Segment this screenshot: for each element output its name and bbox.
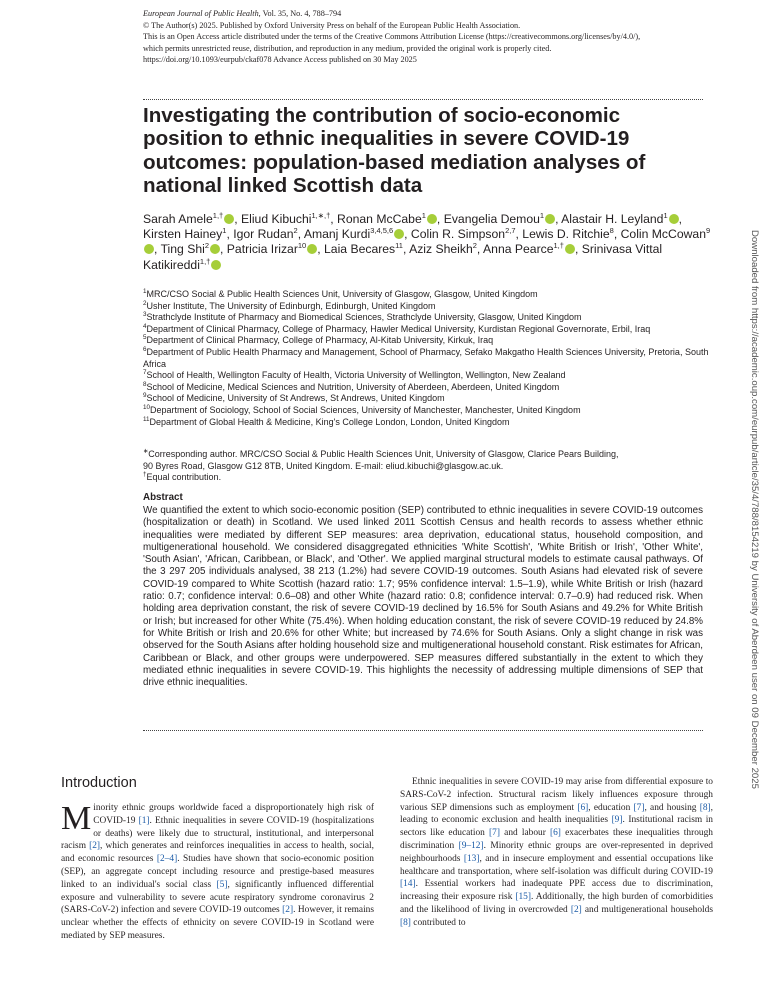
author-name[interactable]: Patricia Irizar bbox=[226, 242, 298, 257]
body-text: exacerbates these inequalities through discrimination bbox=[400, 828, 713, 851]
author-affiliation-marker: 1,† bbox=[199, 256, 211, 266]
affiliation-list bbox=[143, 289, 711, 428]
license-line: This is an Open Access article distributed under the terms of the Creative Commons Attribution License (https://creativecommons.org/licenses/by/4.0/), bbox=[143, 32, 641, 42]
affiliation-item bbox=[143, 393, 711, 405]
affiliation-number: 3 bbox=[143, 311, 147, 319]
affiliation-item bbox=[143, 370, 711, 382]
author-affiliation-marker: 9 bbox=[705, 226, 711, 236]
affiliation-item bbox=[143, 405, 711, 417]
affiliation-text: Department of Clinical Pharmacy, College of Pharmacy, Hawler Medical University, Kurdistan Regional Governorate, Erbil, Iraq bbox=[146, 323, 651, 334]
affiliation-text: Department of Sociology, School of Social Sciences, University of Manchester, Manchester, United Kingdom bbox=[150, 404, 581, 415]
corresponding-author: Corresponding author. MRC/CSO Social & Public Health Sciences Unit, University of Glasgow, Clarice Pears Building, bbox=[148, 449, 619, 459]
author-name[interactable]: Sarah Amele bbox=[143, 212, 213, 226]
author-entry: Lewis D. Ritchie$^8$, bbox=[522, 226, 621, 242]
author-affiliation-marker: 1,∗,† bbox=[311, 210, 331, 220]
copyright-line: © The Author(s) 2025. Published by Oxford University Press on behalf of the European Public Health Association. bbox=[143, 20, 521, 30]
citation-link[interactable]: [7] bbox=[633, 802, 645, 813]
affiliation-item bbox=[143, 289, 711, 301]
orcid-icon[interactable] bbox=[144, 244, 154, 254]
author-name[interactable]: Srinivasa Vittal Katikireddi bbox=[143, 242, 663, 272]
author-entry: Laia Becares$^{11}$, bbox=[324, 241, 410, 257]
affiliation-number: 4 bbox=[143, 322, 147, 330]
correspondence-note: ∗Corresponding author. MRC/CSO Social & Public Health Sciences Unit, University of Glasgow, Clarice Pears Building, 90 Byres Road, Glasgow G12 8TB, United Kingdom. E-mail: eliud.kibuchi@glasgow.ac.uk. †Equal contribution. bbox=[143, 449, 711, 484]
affiliation-number: 8 bbox=[143, 380, 147, 388]
affiliation-text: Strathclyde Institute of Pharmacy and Biomedical Sciences, Strathclyde University, Glasgow, United Kingdom bbox=[146, 312, 582, 323]
author-affiliation-marker: 2 bbox=[204, 241, 209, 251]
orcid-icon[interactable] bbox=[427, 214, 437, 224]
author-name[interactable]: Igor Rudan bbox=[233, 227, 294, 242]
author-entry: Evangelia Demou$^1$ , bbox=[443, 210, 562, 226]
journal-name: European Journal of Public Health bbox=[143, 9, 259, 18]
affiliation-text: Usher Institute, The University of Edinburgh, Edinburgh, United Kingdom bbox=[146, 300, 436, 311]
body-text: inority ethnic groups worldwide faced a disproportionately high risk of COVID-19 bbox=[93, 803, 374, 826]
author-entry: Ting Shi$^2$ , bbox=[160, 241, 227, 257]
orcid-icon[interactable] bbox=[565, 244, 575, 254]
drop-cap: M bbox=[61, 800, 92, 837]
author-entry: Ronan McCabe$^1$ , bbox=[337, 210, 444, 226]
affiliation-number: 5 bbox=[143, 334, 147, 342]
citation-link[interactable]: [2–4] bbox=[156, 854, 178, 865]
affiliation-number: 9 bbox=[143, 392, 147, 400]
citation-link[interactable]: [9–12] bbox=[458, 840, 484, 851]
affiliation-text: Department of Global Health & Medicine, King's College London, London, United Kingdom bbox=[149, 416, 510, 427]
body-text: . Studies have shown that socio-economic position (SEP), an aggregate concept including resource and prestige-based measures linked to an individual's social class bbox=[61, 854, 374, 890]
abstract-text: We quantified the extent to which socio-economic position (SEP) contributed to ethnic inequalities in severe COVID-19 outcomes (hospitalization or death) in Scotland. We used linked 2011 Scottish Census and health records to assess whether ethnic inequalities were mediated by different SEP measures: area deprivation, educational status, household composition, and multigenerational household. We considered disaggregated ethnicities 'White Scottish', 'White British or Irish', 'Other White', 'South Asian', 'African, Caribbean, or Black', and 'Other'. We applied marginal structural models to estimate causal pathways. Of the 3 297 205 individuals analysed, 38 213 (1.2%) had severe COVID-19 outcomes. South Asians had elevated risk of severe COVID-19 compared to White Scottish (hazard ratio: 1.7; 95% confidence interval: 1.5–1.9), while White British or Irish (hazard ratio: 0.7; confidence interval: 0.6–08) and other White (hazard ratio: 0.8; confidence interval: 0.7–0.9) had reduced risk. When holding area deprivation constant, the risk of severe COVID-19 declined by 16.5% for South Asians and 49.2% for White British or Irish; but increased for other White (75.4%). When holding education constant, the risk of severe COVID-19 reduced by 24.8% for White British or Irish and 20.6% for other White; but increased by 74.6% for South Asians. Only a slight change in risk was observed for the South Asians after holding household size and multigenerational household constant. Risk estimates for African, Caribbean or Black, and other groups were underpowered. SEP measures differed substantially in the extent to which they mediated ethnic inequalities in severe COVID-19. This highlights the necessity of addressing multiple dimensions of SEP that drive ethnic inequalities. bbox=[143, 505, 703, 689]
bottom-divider bbox=[143, 730, 703, 731]
body-text: . Essential workers had inadequate PPE access due to discrimination, increasing their exposure risk bbox=[400, 879, 713, 903]
volume-info: , Vol. 35, No. 4, 788–794 bbox=[258, 9, 342, 18]
author-entry: Igor Rudan$^2$, bbox=[233, 226, 304, 242]
body-text: , and housing bbox=[644, 802, 700, 813]
affiliation-text: Department of Clinical Pharmacy, College of Pharmacy, Al-Kitab University, Kirkuk, Iraq bbox=[146, 335, 494, 346]
citation-link[interactable]: [13] bbox=[463, 853, 480, 864]
citation-link[interactable]: [6] bbox=[577, 802, 589, 813]
author-name[interactable]: Anna Pearce bbox=[483, 242, 554, 257]
body-text: Ethnic inequalities in severe COVID-19 may arise from differential exposure to SARS-CoV-2 infection. Structural racism likely influences exposure through various SEP dimensions such as employment bbox=[400, 777, 713, 813]
body-text: contributed to bbox=[410, 917, 466, 928]
corresponding-address: 90 Byres Road, Glasgow G12 8TB, United Kingdom. E-mail: eliud.kibuchi@glasgow.ac.uk. bbox=[143, 460, 504, 471]
author-entry: Alastair H. Leyland$^1$ , bbox=[561, 210, 683, 226]
orcid-icon[interactable] bbox=[211, 260, 221, 270]
author-affiliation-marker: 1 bbox=[663, 210, 668, 220]
author-entry: Sarah Amele$^{1,\dagger}$ , bbox=[143, 210, 241, 226]
affiliation-item bbox=[143, 324, 711, 336]
author-entry: Kirsten Hainey$^1$, bbox=[143, 226, 234, 242]
citation-link[interactable]: [6] bbox=[549, 828, 561, 839]
affiliation-number: 7 bbox=[143, 369, 147, 377]
author-affiliation-marker: 1,† bbox=[212, 210, 224, 220]
citation-link[interactable]: [2] bbox=[89, 841, 101, 852]
article-title: Investigating the contribution of socio-economic position to ethnic inequalities in severe COVID-19 outcomes: population-based mediation analyses of national linked Scottish data bbox=[143, 104, 646, 198]
affiliation-text: School of Medicine, Medical Sciences and Nutrition, University of Aberdeen, Aberdeen, United Kingdom bbox=[146, 381, 560, 392]
body-text: . Additionally, the high burden of comorbidities and the likelihood of living in overcrowded bbox=[400, 892, 713, 915]
body-text: and labour bbox=[499, 828, 550, 839]
author-entry: Eliud Kibuchi$^{1,∗,\dagger}$, bbox=[241, 210, 338, 226]
affiliation-item bbox=[143, 335, 711, 347]
citation-link[interactable]: [8] bbox=[400, 917, 411, 928]
body-text: . However, it remains unclear whether the effects of ethnicity on severe COVID-19 in Scotland were mediated by SEP measures. bbox=[61, 905, 375, 941]
author-affiliation-marker: 10 bbox=[297, 241, 307, 251]
author-entry: Patricia Irizar$^{10}$ , bbox=[226, 241, 325, 257]
author-affiliation-marker: 11 bbox=[395, 241, 403, 251]
download-notice-text: Downloaded from https://academic.oup.com/eurpub/article/35/4/788/8154219 by University of Aberdeen user on 09 December 2025 bbox=[749, 230, 760, 789]
body-text: , which generates and reinforces inequalities in access to health, social, and economic resources bbox=[61, 841, 374, 865]
affiliation-number: 10 bbox=[143, 403, 151, 411]
author-affiliation-marker: 2 bbox=[293, 226, 298, 236]
body-text: , and in insecure employment and essential occupations like healthcare and transportation, where self-isolation was difficult during COVID-19 bbox=[400, 853, 713, 877]
author-list bbox=[143, 212, 711, 273]
author-entry: Anna Pearce$^{1,\dagger}$ , bbox=[483, 241, 582, 257]
affiliation-item bbox=[143, 301, 711, 313]
author-name[interactable]: Ronan McCabe bbox=[337, 212, 422, 226]
author-entry: Aziz Sheikh$^2$, bbox=[409, 241, 484, 257]
body-text: . Ethnic inequalities in severe COVID-19 (hospitalizations or deaths) were likely due to structural, institutional, and interpersonal racism bbox=[61, 815, 374, 852]
orcid-icon[interactable] bbox=[669, 214, 679, 224]
author-name[interactable]: Aziz Sheikh bbox=[409, 242, 473, 257]
author-name[interactable]: Laia Becares bbox=[324, 242, 396, 257]
orcid-icon[interactable] bbox=[224, 214, 234, 224]
abstract-heading: Abstract bbox=[143, 492, 183, 503]
author-name[interactable]: Kirsten Hainey bbox=[143, 227, 223, 242]
author-affiliation-marker: 2 bbox=[472, 241, 477, 251]
author-name[interactable]: Evangelia Demou bbox=[443, 212, 540, 226]
download-notice bbox=[746, 230, 764, 790]
author-name[interactable]: Amanj Kurdi bbox=[303, 227, 371, 242]
author-affiliation-marker: 1 bbox=[421, 210, 426, 220]
author-name[interactable]: Ting Shi bbox=[160, 242, 205, 257]
journal-header bbox=[143, 8, 713, 66]
body-text: , education bbox=[588, 802, 634, 813]
license-link[interactable]: https://creativecommons.org/licenses/by/4.0/ bbox=[488, 32, 636, 42]
author-affiliation-marker: 2,7 bbox=[505, 226, 516, 236]
equal-contribution-note: Equal contribution. bbox=[146, 472, 222, 483]
body-text: , leading to economic exclusion and health inequalities bbox=[400, 802, 713, 826]
intro-column-right bbox=[400, 776, 713, 930]
citation-link[interactable]: [14] bbox=[400, 879, 416, 890]
doi-line[interactable]: https://doi.org/10.1093/eurpub/ckaf078 Advance Access published on 30 May 2025 bbox=[143, 55, 417, 65]
affiliation-text: MRC/CSO Social & Public Health Sciences Unit, University of Glasgow, Glasgow, United Kingdom bbox=[146, 289, 538, 299]
affiliation-item bbox=[143, 312, 711, 324]
introduction-heading: Introduction bbox=[61, 775, 137, 791]
author-name[interactable]: Eliud Kibuchi bbox=[241, 212, 312, 226]
affiliation-item bbox=[143, 347, 711, 370]
citation-link[interactable]: [5] bbox=[216, 879, 228, 890]
citation-link[interactable]: [7] bbox=[489, 828, 500, 839]
affiliation-number: 11 bbox=[143, 415, 150, 423]
author-entry: Colin McCowan$^9$, bbox=[143, 227, 710, 256]
citation-link[interactable]: [2] bbox=[282, 905, 294, 916]
affiliation-number: 1 bbox=[143, 288, 147, 295]
orcid-icon[interactable] bbox=[210, 244, 220, 254]
top-divider bbox=[143, 99, 703, 100]
body-text: . Minority ethnic groups are over-represented in deprived neighbourhoods bbox=[400, 840, 713, 864]
author-affiliation-marker: 8 bbox=[609, 226, 614, 236]
citation-link[interactable]: [2] bbox=[570, 904, 582, 915]
citation-link[interactable]: [9] bbox=[611, 815, 623, 826]
author-affiliation-marker: 1 bbox=[539, 210, 545, 220]
orcid-icon[interactable] bbox=[307, 244, 317, 254]
body-text: , significantly influenced differential exposure and vulnerability to severe acute respiratory syndrome coronavirus 2 (SARS-CoV-2) infection and severe COVID-19 outcomes bbox=[61, 879, 374, 916]
orcid-icon[interactable] bbox=[545, 214, 555, 224]
body-text: and multigenerational households bbox=[581, 904, 713, 915]
author-entry: Colin R. Simpson$^{2,7}$, bbox=[410, 226, 523, 242]
intro-column-left bbox=[61, 802, 374, 943]
affiliation-text: Department of Public Health Pharmacy and Management, School of Pharmacy, Sefako Makgatho Health Sciences University, Pretoria, South Africa bbox=[143, 346, 709, 369]
body-text: . Institutional racism in sectors like education bbox=[400, 815, 713, 839]
author-entry: Amanj Kurdi$^{3,4,5,6}$ , bbox=[303, 226, 411, 242]
author-affiliation-marker: 1 bbox=[222, 226, 227, 236]
orcid-icon[interactable] bbox=[394, 229, 404, 239]
author-affiliation-marker: 1,† bbox=[553, 241, 564, 251]
author-name[interactable]: Colin R. Simpson bbox=[410, 227, 506, 242]
author-affiliation-marker: 3,4,5,6 bbox=[370, 226, 394, 236]
affiliation-item bbox=[143, 382, 711, 394]
citation-link[interactable]: [1] bbox=[138, 815, 150, 826]
author-name[interactable]: Lewis D. Ritchie bbox=[522, 227, 610, 242]
citation-link[interactable]: [15] bbox=[515, 892, 531, 903]
author-name[interactable]: Colin McCowan bbox=[620, 227, 706, 242]
affiliation-text: School of Medicine, University of St Andrews, St Andrews, United Kingdom bbox=[146, 393, 445, 404]
author-name[interactable]: Alastair H. Leyland bbox=[561, 212, 664, 226]
license-line-2: which permits unrestricted reuse, distribution, and reproduction in any medium, provided the original work is properly cited. bbox=[143, 43, 552, 53]
citation-link[interactable]: [8] bbox=[699, 802, 711, 813]
affiliation-number: 2 bbox=[143, 299, 147, 307]
affiliation-item bbox=[143, 417, 711, 429]
affiliation-text: School of Health, Wellington Faculty of Health, Victoria University of Wellington, Wellington, New Zealand bbox=[146, 370, 566, 381]
affiliation-number: 6 bbox=[143, 345, 147, 353]
citation-line bbox=[143, 8, 713, 20]
